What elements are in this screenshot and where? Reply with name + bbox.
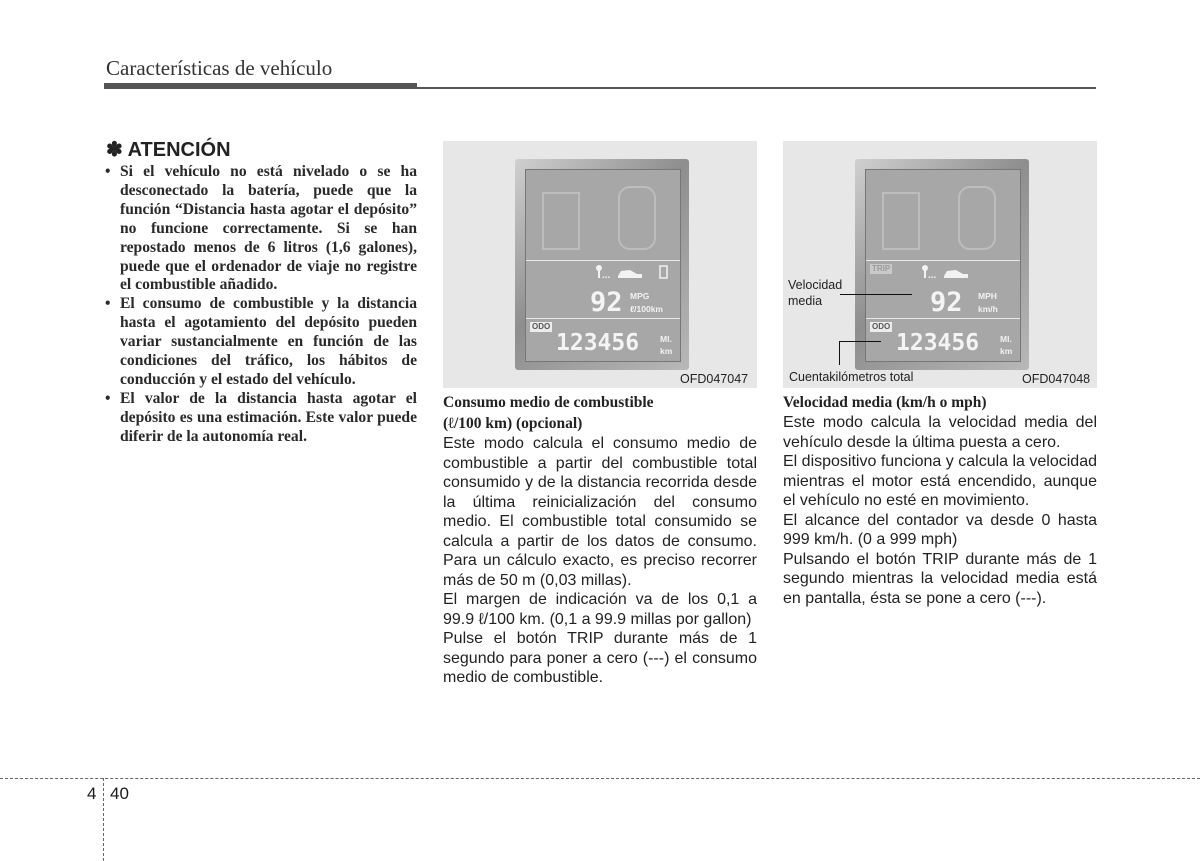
- section-paragraph: Este modo calcula el consumo medio de combustible a partir del combustible total consumido y de la distancia recorrida desde la última reinicialización del consumo medio. El combustible total consumido se calcula a partir de los datos de consumo. Para un cálculo exacto, es preciso recorrer más de 50 m (0,03 millas).: [443, 435, 757, 589]
- ghost-segment-icon: [542, 192, 580, 250]
- callout-odometer: Cuentakilómetros total: [789, 370, 914, 384]
- average-speed-value: 92: [930, 287, 963, 318]
- figure-code: OFD047048: [1022, 372, 1091, 386]
- page-number: 40: [110, 784, 129, 803]
- chapter-number: 4: [87, 784, 97, 803]
- unit-km: km: [660, 346, 673, 356]
- ghost-segment-icon: [882, 192, 920, 250]
- cluster-lcd: [865, 169, 1021, 362]
- footer-dashed-rule: [0, 778, 1200, 779]
- odometer-value: 123456: [896, 330, 980, 356]
- section-title: Consumo medio de combustible: [443, 394, 654, 411]
- unit-mi: MI.: [660, 334, 672, 344]
- unit-mph: MPH: [978, 291, 997, 301]
- odometer-value: 123456: [556, 330, 640, 356]
- figure-average-speed: [783, 141, 1097, 388]
- odo-tag: ODO: [532, 322, 551, 331]
- callout-average-speed: Velocidad media: [788, 278, 843, 308]
- cluster-bezel: [855, 159, 1029, 370]
- trip-car-fuel-icons: [590, 262, 682, 288]
- header-rule-thin: [417, 87, 1096, 89]
- average-consumption-value: 92: [590, 287, 623, 318]
- trip-tag: TRIP: [872, 264, 891, 273]
- page-header-title: Características de vehículo: [106, 56, 333, 80]
- asterisk-icon: ✽: [106, 139, 123, 161]
- ghost-car-icon: [958, 186, 996, 250]
- ghost-car-icon: [618, 186, 656, 250]
- cluster-bezel: [515, 159, 689, 370]
- footer-dashed-divider: [103, 778, 104, 861]
- section-average-speed: [783, 392, 1097, 608]
- callout-line-speed: [840, 294, 912, 295]
- warning-item: • Si el vehículo no está nivelado o se ha desconectado la batería, puede que la función “Distancia hasta agotar el depósito” no funcione correctamente. Si se han repostado menos de 6 litros (1,6 galones), puede que el ordenador de viaje no registre el combustible añadido.: [104, 163, 417, 295]
- header-rule-thick: [104, 83, 417, 89]
- section-paragraph: El margen de indicación va de los 0,1 a 99.9 ℓ/100 km. (0,1 a 99.9 millas por gallon): [443, 591, 757, 628]
- svg-text:...: ...: [602, 270, 611, 281]
- trip-car-icons: [916, 262, 996, 288]
- warning-heading: [106, 137, 231, 162]
- odo-tag: ODO: [872, 322, 891, 331]
- section-paragraph: Este modo calcula la velocidad media del vehículo desde la última puesta a cero.: [783, 414, 1097, 451]
- warning-item: • El valor de la distancia hasta agotar el depósito es una estimación. Este valor puede diferir de la autonomía real.: [104, 390, 417, 447]
- section-paragraph: El dispositivo funciona y calcula la velocidad mientras el motor está encendido, aunque el vehículo no esté en movimiento.: [783, 453, 1097, 509]
- cluster-lcd: [525, 169, 681, 362]
- unit-mi: MI.: [1000, 334, 1012, 344]
- section-paragraph: El alcance del contador va desde 0 hasta 999 km/h. (0 a 999 mph): [783, 511, 1097, 548]
- figure-code: OFD047047: [680, 372, 749, 386]
- unit-km: km: [1000, 346, 1013, 356]
- unit-mpg: MPG: [630, 291, 650, 301]
- warning-list: [104, 163, 417, 447]
- callout-line-odo: [839, 341, 881, 342]
- callout-line-odo-vertical: [839, 341, 840, 365]
- section-title: (ℓ/100 km) (opcional): [443, 415, 583, 432]
- section-title: Velocidad media (km/h o mph): [783, 394, 987, 411]
- section-paragraph: Pulse el botón TRIP durante más de 1 segundo para poner a cero (---) el consumo medio de combustible.: [443, 630, 757, 686]
- unit-kmh: km/h: [978, 304, 998, 314]
- unit-l100km: ℓ/100km: [630, 304, 663, 314]
- section-paragraph: Pulsando el botón TRIP durante más de 1 segundo mientras la velocidad media está en pantalla, ésta se pone a cero (---).: [783, 550, 1097, 607]
- figure-fuel-consumption: [443, 141, 757, 388]
- section-fuel-consumption: [443, 392, 757, 688]
- warning-item: • El consumo de combustible y la distancia hasta el agotamiento del depósito pueden variar sustancialmente en función de las condiciones del tráfico, los hábitos de conducción y el estado del vehículo.: [104, 295, 417, 390]
- svg-text:...: ...: [928, 270, 937, 281]
- warning-title: ATENCIÓN: [127, 139, 231, 161]
